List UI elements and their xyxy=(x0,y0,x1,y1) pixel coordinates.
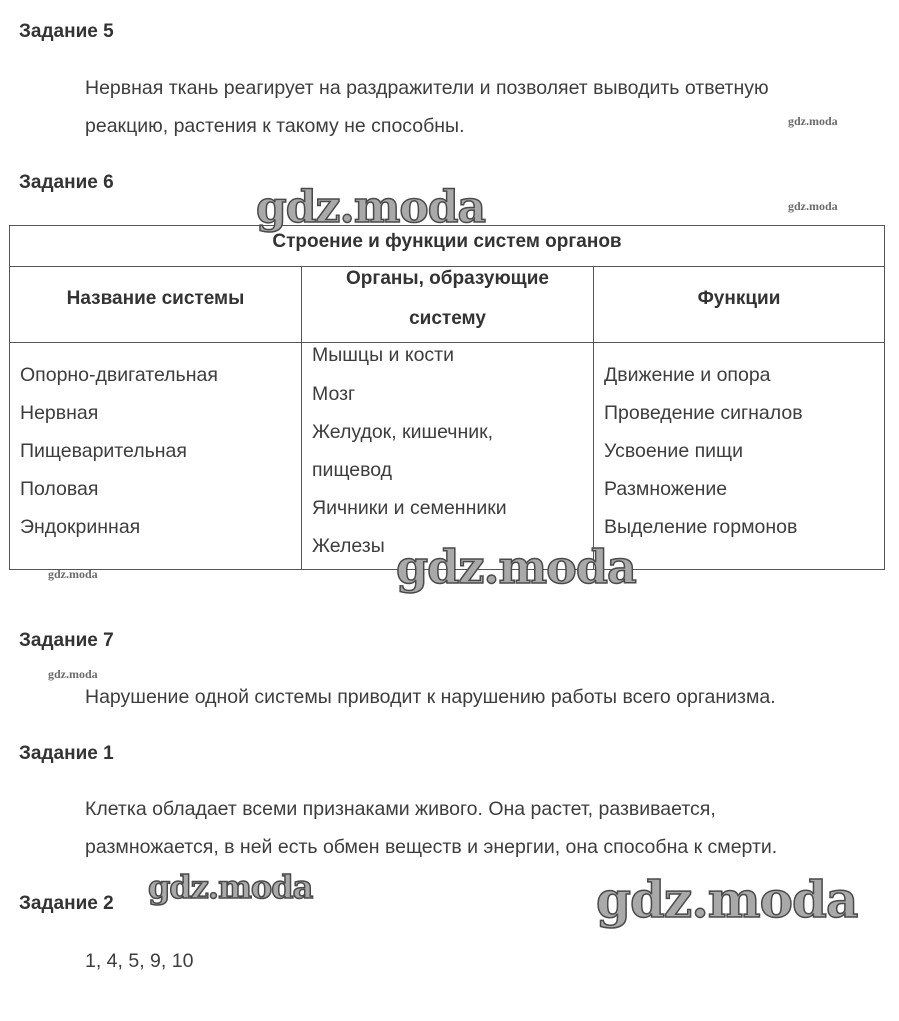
table-cell-function: Движение и опора xyxy=(604,364,771,386)
table-divider-title xyxy=(10,266,884,267)
table-cell-system: Нервная xyxy=(20,402,99,424)
table-cell-organs: Мышцы и кости xyxy=(312,344,454,366)
watermark-small: gdz.moda xyxy=(48,667,98,681)
table-cell-function: Размножение xyxy=(604,478,728,500)
table-cell-function: Выделение гормонов xyxy=(604,516,798,538)
table-cell-function: Усвоение пищи xyxy=(604,440,743,462)
watermark-large: gdz.moda xyxy=(396,540,636,594)
organ-systems-table xyxy=(9,225,885,570)
table-cell-organs: Яичники и семенники xyxy=(312,497,507,519)
table-cell-organs: Желудок, кишечник, xyxy=(312,421,494,443)
watermark-large: gdz.moda xyxy=(148,868,313,906)
table-header-organs-line-1: Органы, образующие xyxy=(346,268,549,289)
table-divider-col2 xyxy=(593,266,594,569)
table-cell-organs: пищевод xyxy=(312,459,393,481)
task5-heading: Задание 5 xyxy=(19,21,114,42)
task6-heading: Задание 6 xyxy=(19,172,114,193)
watermark-small: gdz.moda xyxy=(48,567,98,581)
table-cell-system: Опорно-двигательная xyxy=(20,364,218,386)
task1-line-2: размножается, в ней есть обмен веществ и энергии, она способна к смерти. xyxy=(85,836,778,858)
task2-answer: 1, 4, 5, 9, 10 xyxy=(85,950,194,972)
table-cell-system: Эндокринная xyxy=(20,516,141,538)
table-header-system-name: Название системы xyxy=(66,288,245,309)
table-divider-header xyxy=(10,342,884,343)
task1-heading: Задание 1 xyxy=(19,743,114,764)
task7-line-1: Нарушение одной системы приводит к нарушению работы всего организма. xyxy=(85,686,776,708)
task1-line-1: Клетка обладает всеми признаками живого. Она растет, развивается, xyxy=(85,798,716,820)
table-cell-system: Половая xyxy=(20,478,99,500)
table-cell-organs: Мозг xyxy=(312,383,356,405)
watermark-small: gdz.moda xyxy=(788,114,838,128)
watermark-large: gdz.moda xyxy=(596,870,858,929)
table-cell-function: Проведение сигналов xyxy=(604,402,803,424)
table-cell-system: Пищеварительная xyxy=(20,440,187,462)
task5-line-2: реакцию, растения к такому не способны. xyxy=(85,115,465,137)
table-cell-organs: Железы xyxy=(312,535,385,557)
watermark-small: gdz.moda xyxy=(788,199,838,213)
table-title: Строение и функции систем органов xyxy=(272,231,622,252)
watermark-large: gdz.moda xyxy=(256,182,486,233)
table-header-organs-line-2: систему xyxy=(409,308,486,329)
task5-line-1: Нервная ткань реагирует на раздражители и позволяет выводить ответную xyxy=(85,77,769,99)
task2-heading: Задание 2 xyxy=(19,893,114,914)
table-header-functions: Функции xyxy=(697,288,781,309)
task7-heading: Задание 7 xyxy=(19,630,114,651)
